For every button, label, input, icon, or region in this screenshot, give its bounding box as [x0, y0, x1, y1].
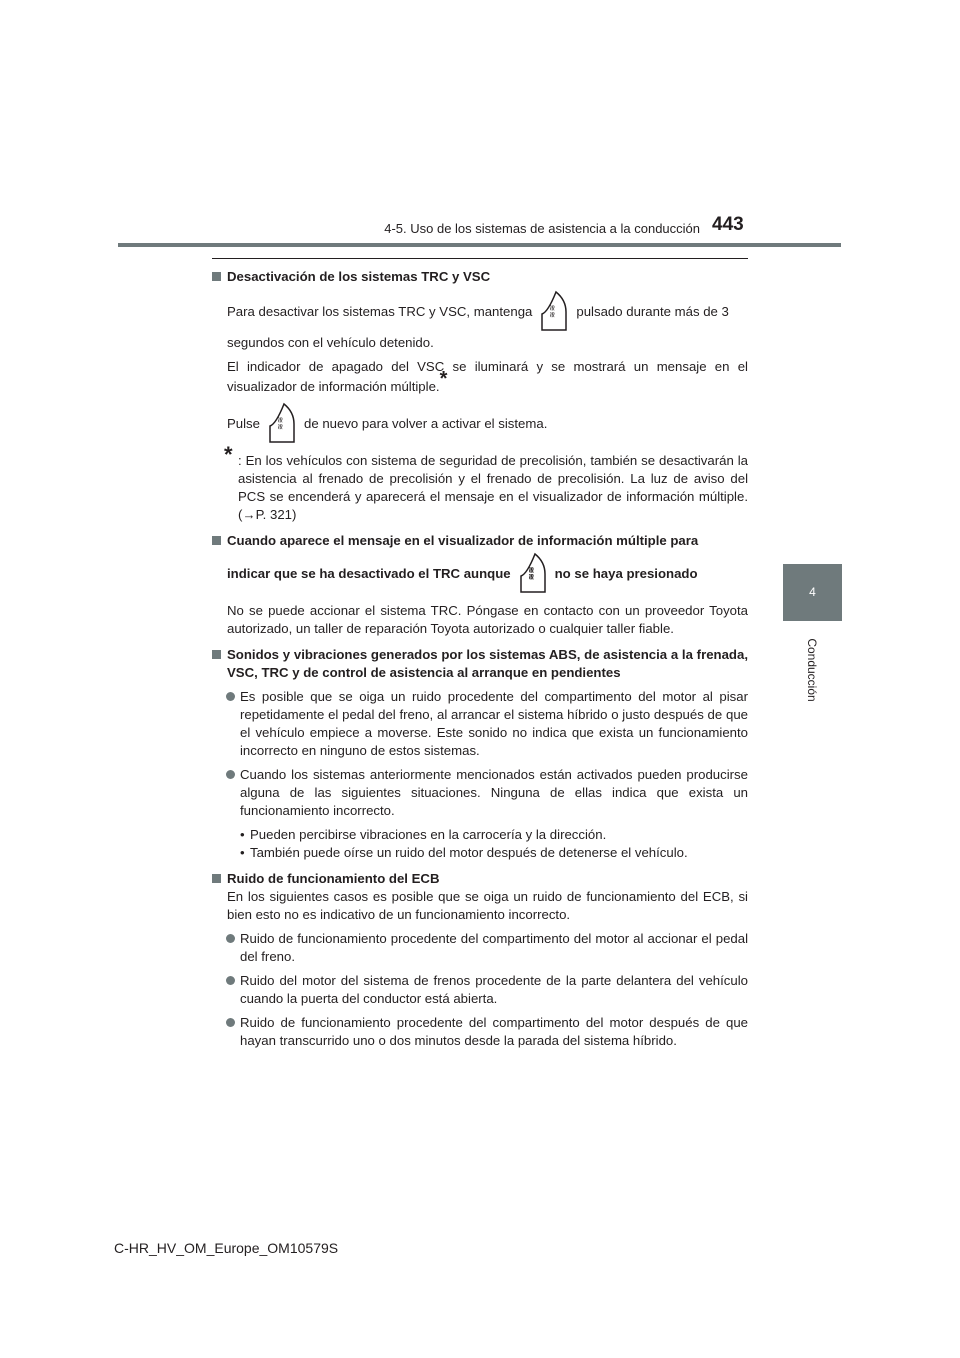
text: pulsado durante más de 3	[576, 304, 729, 319]
chapter-label-text: Conducción	[805, 638, 819, 702]
sounds-dash-2	[212, 844, 748, 862]
content-rule	[212, 258, 748, 259]
ecb-bullet-2: Ruido del motor del sistema de frenos procedente de la parte delantera del vehículo cuando la puerta del conductor está abierta.	[212, 972, 748, 1008]
chapter-tab: 4	[783, 564, 842, 621]
text: : En los vehículos con sistema de seguridad de precolisión, también se desactivarán la asistencia al frenado de precolisión y el frenado de precolisión. La luz de aviso del PCS se encenderá y aparecerá el mensaje en el visualizador de información múltiple. (→P. 321)	[238, 453, 748, 522]
footnote	[212, 442, 748, 524]
trc-off-paragraph-1-cont: segundos con el vehículo detenido.	[227, 335, 434, 350]
text: no se haya presionado	[554, 566, 698, 581]
vsc-off-switch-icon	[538, 290, 570, 334]
bullet-dot: •	[240, 845, 245, 860]
text: Pueden percibirse vibraciones en la carrocería y la dirección.	[250, 827, 607, 842]
text: También puede oírse un ruido del motor después de detenerse el vehículo.	[250, 845, 688, 860]
text: El indicador de apagado del VSC se iluminará y se mostrará un mensaje en el visualizador de información múltiple.	[227, 359, 748, 394]
text: Pulse	[227, 416, 260, 431]
trc-off-paragraph-2	[212, 358, 748, 396]
heading-trc-off: Desactivación de los sistemas TRC y VSC	[212, 268, 748, 286]
text: indicar que se ha desactivado el TRC aunque	[227, 566, 511, 581]
header-rule	[118, 243, 841, 247]
heading-msg: Cuando aparece el mensaje en el visualizador de información múltiple para	[212, 532, 748, 550]
trc-off-paragraph-1	[212, 290, 748, 334]
page-number: 443	[712, 214, 744, 235]
footer-doc-code: C-HR_HV_OM_Europe_OM10579S	[114, 1240, 339, 1256]
main-content	[212, 268, 748, 1050]
svg-text:≋≋: ≋≋	[526, 566, 536, 580]
section-title: 4-5. Uso de los sistemas de asistencia a la conducción	[384, 221, 700, 236]
sounds-bullet-1: Es posible que se oiga un ruido procedente del compartimento del motor al pisar repetidamente el pedal del freno, al arrancar el sistema híbrido o justo después de que el vehículo empiece a moverse. Este sonido no indica que exista un funcionamiento incorrecto en ninguno de estos sistemas.	[212, 688, 748, 760]
footnote-mark: *	[439, 368, 448, 390]
heading-sounds: Sonidos y vibraciones generados por los sistemas ABS, de asistencia a la frenada, VSC, TRC y de control de asistencia al arranque en pendientes	[212, 646, 748, 682]
ecb-intro: En los siguientes casos es posible que se oiga un ruido de funcionamiento del ECB, si bien esto no es indicativo de un funcionamiento incorrecto.	[227, 889, 748, 922]
chapter-label	[787, 625, 837, 715]
vsc-off-switch-icon	[266, 402, 298, 446]
heading-ecb: Ruido de funcionamiento del ECB	[212, 870, 748, 888]
sounds-bullet-2: Cuando los sistemas anteriormente mencionados están activados pueden producirse alguna de las siguientes situaciones. Ninguna de ellas indica que exista un funcionamiento incorrecto.	[212, 766, 748, 820]
text: Para desactivar los sistemas TRC y VSC, mantenga	[227, 304, 533, 319]
svg-text:≋≋: ≋≋	[276, 416, 285, 430]
msg-body: No se puede accionar el sistema TRC. Póngase en contacto con un proveedor Toyota autorizado, un taller de reparación Toyota autorizado o cualquier taller fiable.	[227, 603, 748, 636]
footnote-star: *	[224, 442, 233, 467]
vsc-off-switch-icon	[517, 552, 549, 596]
trc-off-paragraph-3	[212, 402, 748, 446]
svg-text:≋≋: ≋≋	[548, 304, 558, 318]
text: de nuevo para volver a activar el sistema.	[304, 416, 548, 431]
sounds-dash-1	[212, 826, 748, 844]
ecb-bullet-3: Ruido de funcionamiento procedente del compartimento del motor después de que hayan transcurrido uno o dos minutos desde la parada del sistema híbrido.	[212, 1014, 748, 1050]
ecb-bullet-1: Ruido de funcionamiento procedente del compartimento del motor al accionar el pedal del freno.	[212, 930, 748, 966]
heading-msg-cont	[212, 552, 748, 596]
bullet-dot: •	[240, 827, 245, 842]
